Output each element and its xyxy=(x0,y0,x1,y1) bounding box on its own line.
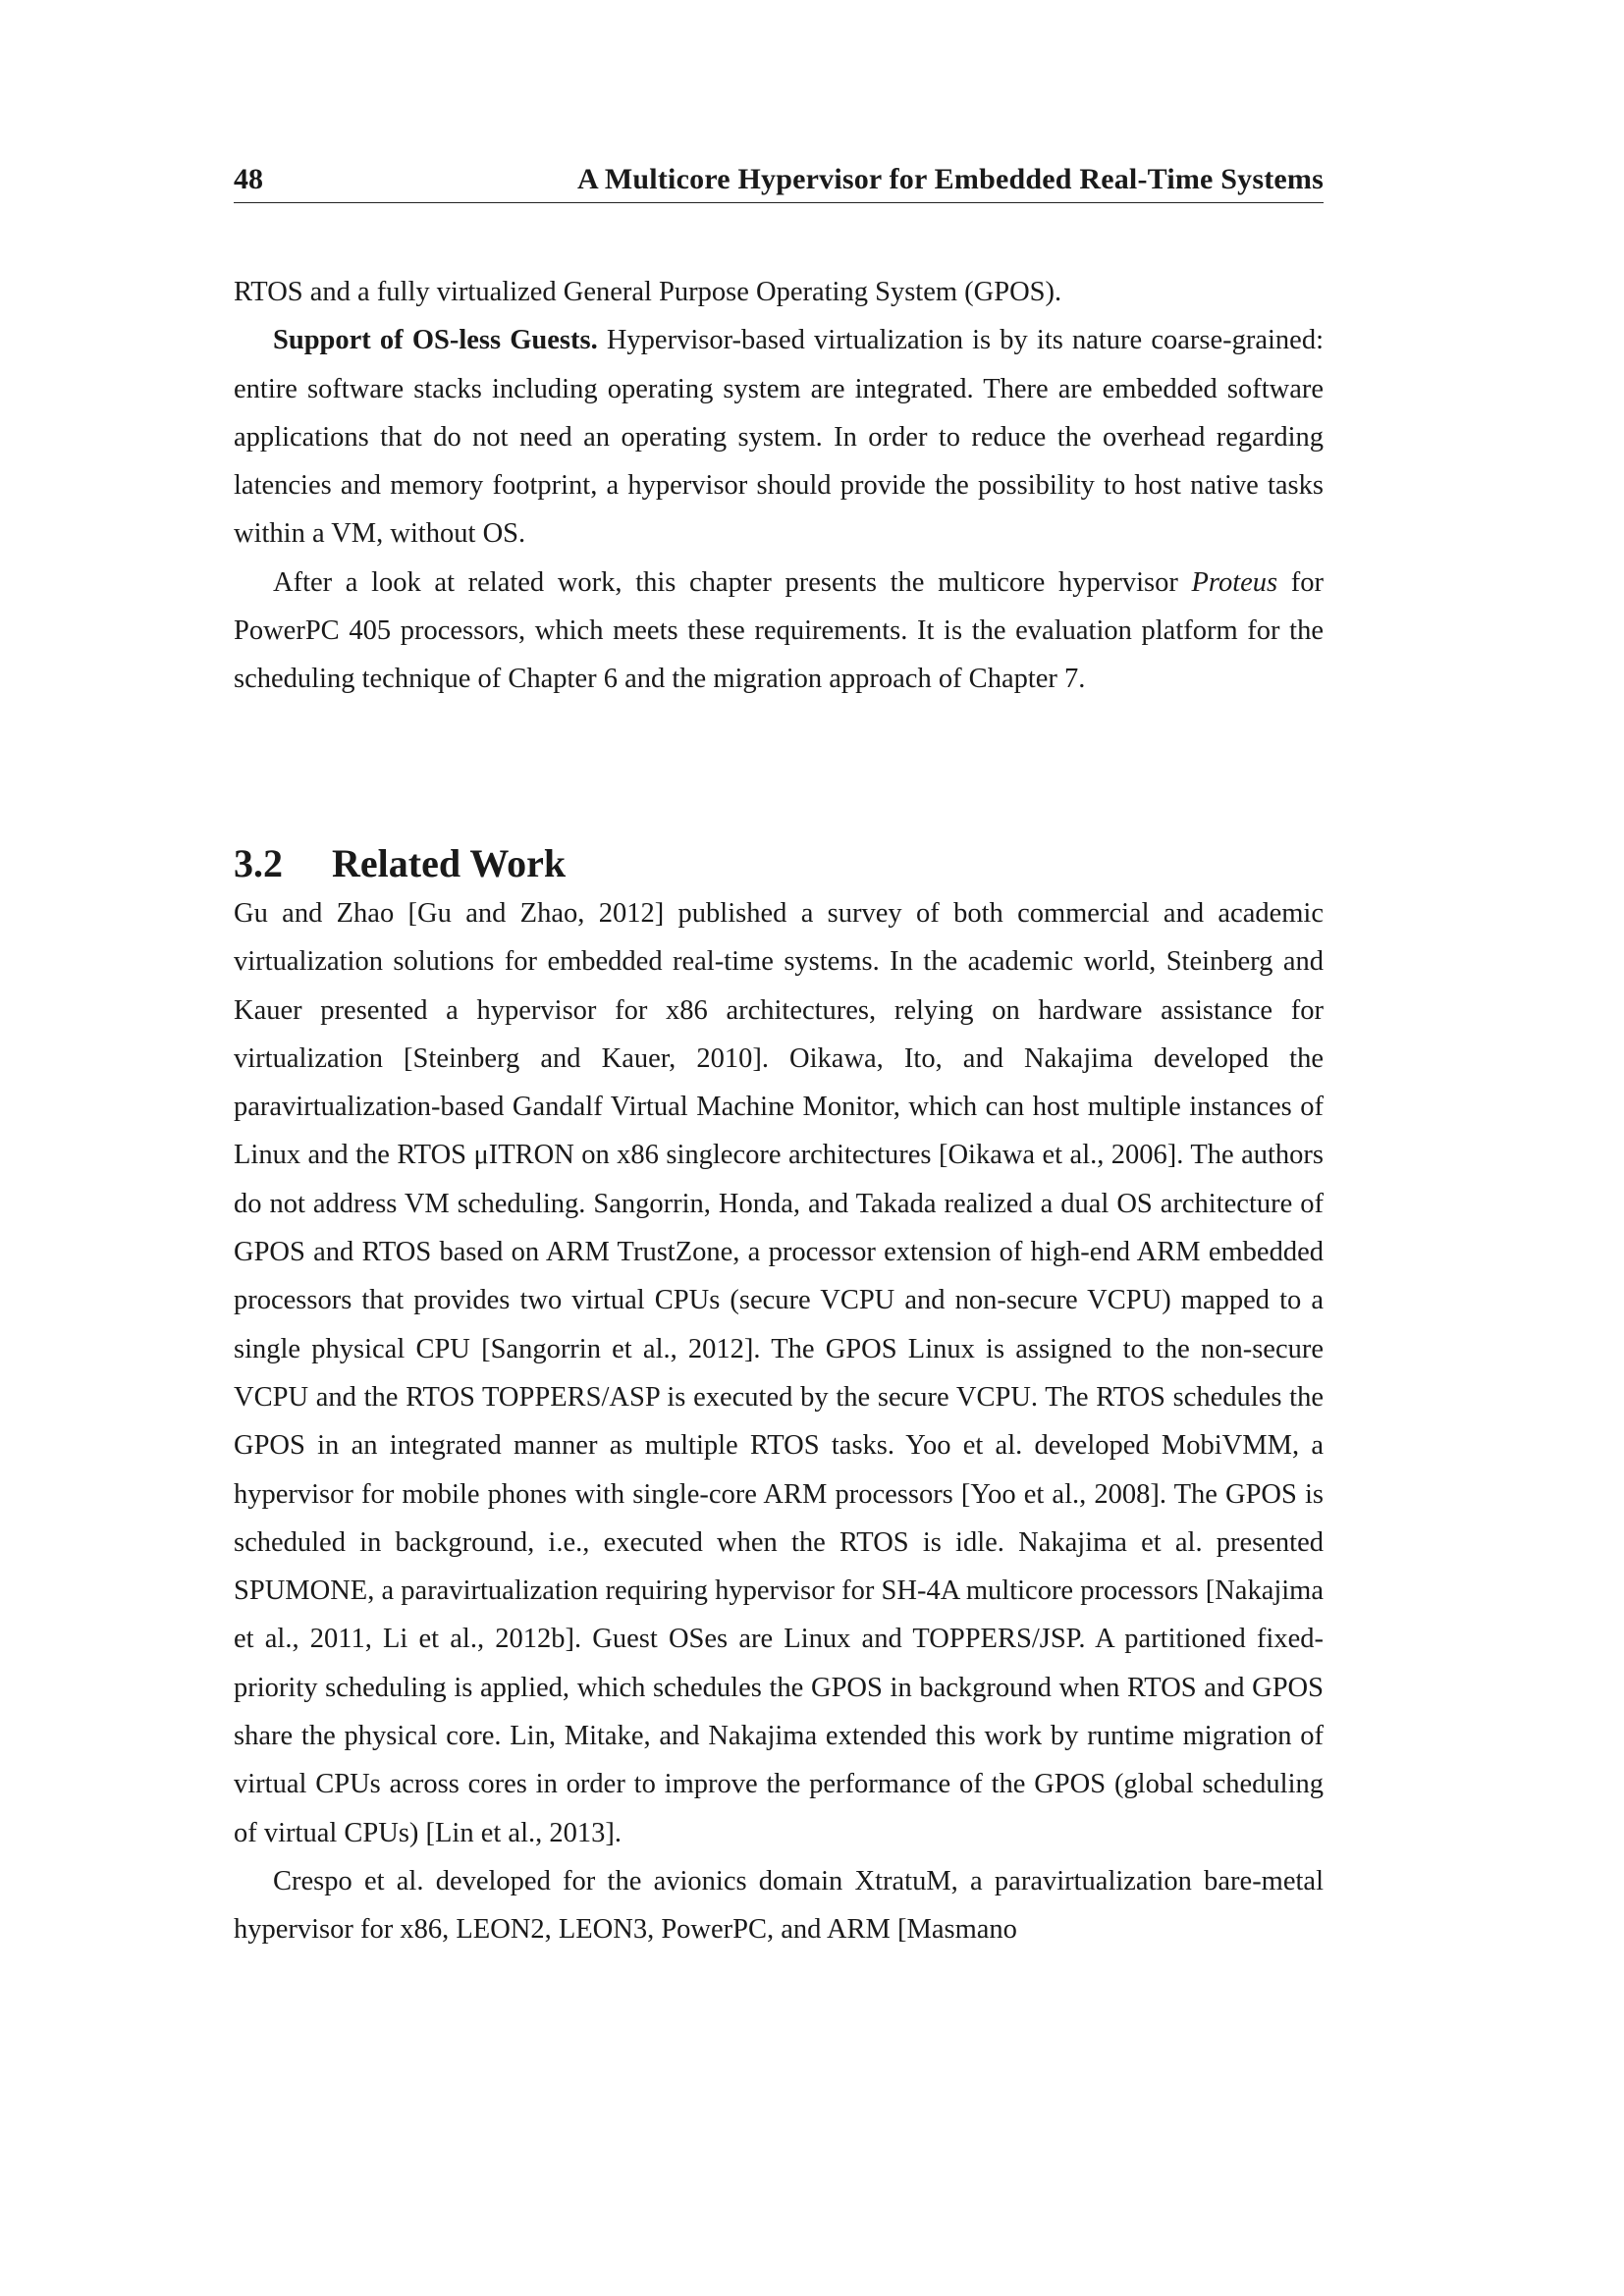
paragraph: RTOS and a fully virtualized General Purpose Operating System (GPOS). xyxy=(234,277,1062,307)
intro-body xyxy=(234,268,1324,704)
paragraph-text: After a look at related work, this chapter presents the multicore hypervisor xyxy=(273,566,1192,598)
section-number: 3.2 xyxy=(234,841,283,886)
emphasized-term: Proteus xyxy=(1191,566,1278,598)
paragraph-text: Hypervisor-based virtualization is by its nature coarse-grained: entire software stacks including operating system are integrated. There are embedded software applications that do not need an operating system. In order to reduce the overhead regarding latencies and memory footprint, a hypervisor should provide the possibility to host native tasks within a VM, without OS. xyxy=(234,325,1324,550)
paragraph-text: for PowerPC 405 processors, which meets these requirements. It is the evaluation platform for the scheduling technique of Chapter 6 and the migration approach of Chapter 7. xyxy=(234,566,1324,695)
paragraph-lead-in: Support of OS-less Guests. xyxy=(273,325,598,356)
paragraph: Crespo et al. developed for the avionics domain XtratuM, a paravirtualization bare-metal hypervisor for x86, LEON2, LEON3, PowerPC, and ARM [Masmano xyxy=(234,1865,1324,1946)
paragraph xyxy=(234,316,1324,558)
page-number: 48 xyxy=(234,163,263,195)
section-title: Related Work xyxy=(332,841,567,886)
paragraph xyxy=(234,559,1324,704)
running-title: A Multicore Hypervisor for Embedded Real-Time Systems xyxy=(577,163,1324,195)
related-work-body xyxy=(234,889,1324,1954)
section-heading xyxy=(234,834,1324,893)
running-header xyxy=(234,157,1324,203)
paragraph: Gu and Zhao [Gu and Zhao, 2012] published a survey of both commercial and academic virtualization solutions for embedded real-time systems. In the academic world, Steinberg and Kauer presented a hypervisor for x86 architectures, relying on hardware assistance for virtualization [Steinberg and Kauer, 2010]. Oikawa, Ito, and Nakajima developed the paravirtualization-based Gandalf Virtual Machine Monitor, which can host multiple instances of Linux and the RTOS μITRON on x86 singlecore architectures [Oikawa et al., 2006]. The authors do not address VM scheduling. Sangorrin, Honda, and Takada realized a dual OS architecture of GPOS and RTOS based on ARM TrustZone, a processor extension of high-end ARM embedded processors that provides two virtual CPUs (secure VCPU and non-secure VCPU) mapped to a single physical CPU [Sangorrin et al., 2012]. The GPOS Linux is assigned to the non-secure VCPU and the RTOS TOPPERS/ASP is executed by the secure VCPU. The RTOS schedules the GPOS in an integrated manner as multiple RTOS tasks. Yoo et al. developed MobiVMM, a hypervisor for mobile phones with single-core ARM processors [Yoo et al., 2008]. The GPOS is scheduled in background, i.e., executed when the RTOS is idle. Nakajima et al. presented SPUMONE, a paravirtualization requiring hypervisor for SH-4A multicore processors [Nakajima et al., 2011, Li et al., 2012b]. Guest OSes are Linux and TOPPERS/JSP. A partitioned fixed-priority scheduling is applied, which schedules the GPOS in background when RTOS and GPOS share the physical core. Lin, Mitake, and Nakajima extended this work by runtime migration of virtual CPUs across cores in order to improve the performance of the GPOS (global scheduling of virtual CPUs) [Lin et al., 2013]. xyxy=(234,898,1324,1848)
